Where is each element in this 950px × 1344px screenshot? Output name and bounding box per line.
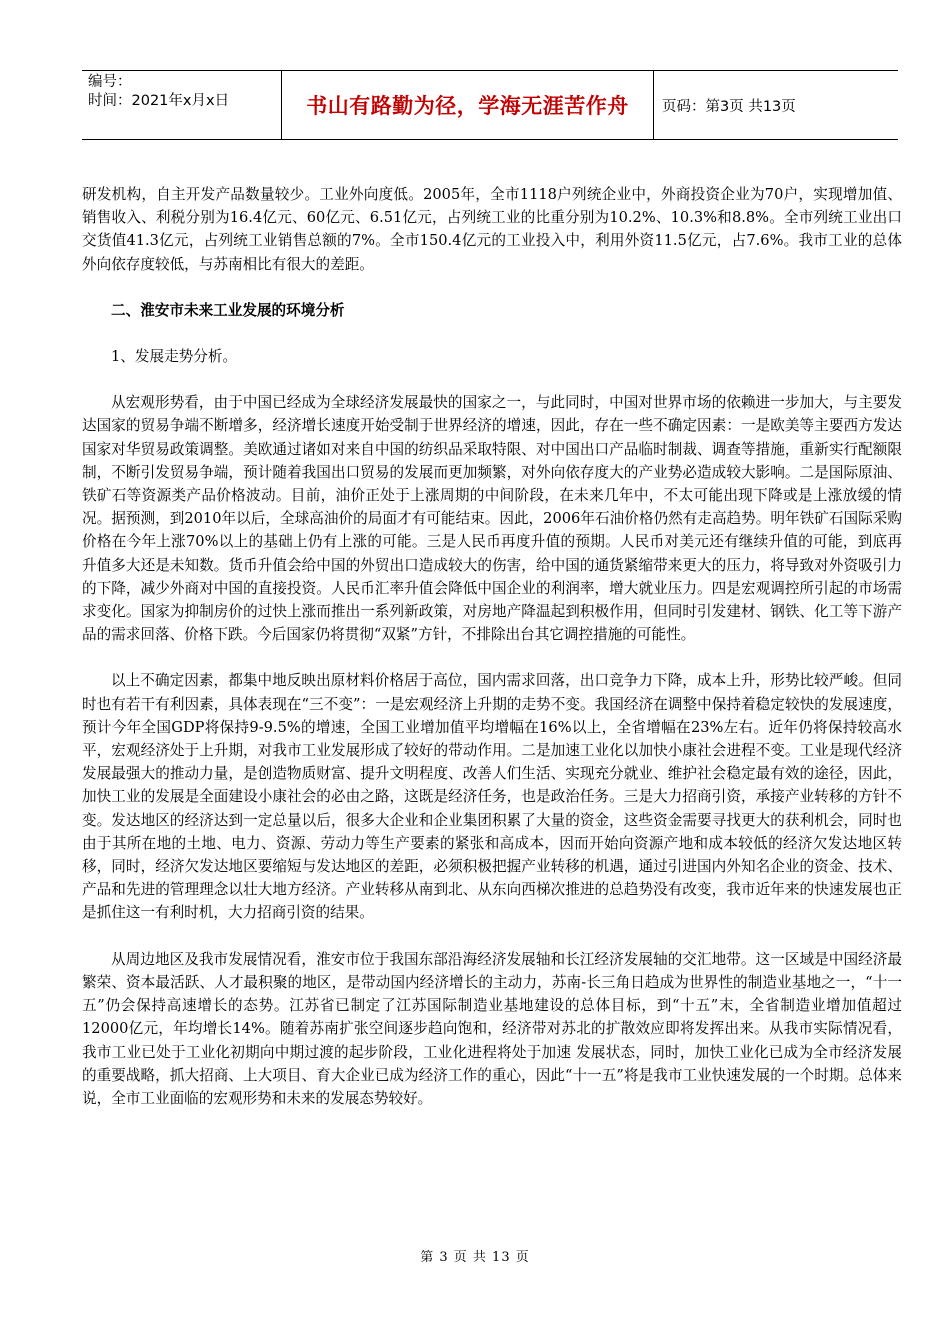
- header-motto: 书山有路勤为径，学海无涯苦作舟: [282, 71, 654, 139]
- document-body: [82, 183, 902, 1133]
- subsection-heading: 1、发展走势分析。: [111, 348, 238, 366]
- section-heading: 二、淮安市未来工业发展的环境分析: [111, 301, 345, 319]
- document-header: [82, 70, 898, 140]
- body-paragraph: 研发机构，自主开发产品数量较少。工业外向度低。2005年，全市1118户列统企业中，外商投资企业为70户，实现增加值、销售收入、利税分别为16.4亿元、60亿元、6.51亿元，占列统工业的比重分别为10.2%、10.3%和8.8%。全市列统工业出口交货值41.3亿元，占列统工业销售总额的7%。全市150.4亿元的工业投入中，利用外资11.5亿元，占7.6%。我市工业的总体外向依存度较低，与苏南相比有很大的差距。: [82, 186, 902, 273]
- body-paragraph: 从宏观形势看，由于中国已经成为全球经济发展最快的国家之一，与此同时，中国对世界市场的依赖进一步加大，与主要发达国家的贸易争端不断增多，经济增长速度开始受制于世界经济的增速，因此，存在一些不确定因素：一是欧美等主要西方发达国家对华贸易政策调整。美欧通过诸如对来自中国的纺织品采取特限、对中国出口产品临时制裁、调查等措施，重新实行配额限制，不断引发贸易争端，预计随着我国出口贸易的发展而更加频繁，对外向依存度大的产业势必造成较大影响。二是国际原油、铁矿石等资源类产品价格波动。目前，油价正处于上涨周期的中间阶段，在未来几年中，不太可能出现下降或是上涨放缓的情况。据预测，到2010年以后，全球高油价的局面才有可能结束。因此，2006年石油价格仍然有走高趋势。明年铁矿石国际采购价格在今年上涨70%以上的基础上仍有上涨的可能。三是人民币再度升值的预期。人民币对美元还有继续升值的可能，到底再升值多大还是未知数。货币升值会给中国的外贸出口造成较大的伤害，给中国的通货紧缩带来更大的压力，将导致对外资吸引力的下降，减少外商对中国的直接投资。人民币汇率升值会降低中国企业的利润率，增大就业压力。四是宏观调控所引起的市场需求变化。国家为抑制房价的过快上涨而推出一系列新政策，对房地产降温起到积极作用，但同时引发建材、钢铁、化工等下游产品的需求回落、价格下跌。今后国家仍将贯彻“双紧”方针，不排除出台其它调控措施的可能性。: [82, 394, 902, 644]
- page-footer: 第 3 页 共 13 页: [420, 1250, 530, 1265]
- header-meta-cell: [82, 71, 282, 139]
- doc-number-label: 编号：: [88, 74, 132, 90]
- date-label: 时间：2021年x月x日: [88, 93, 230, 109]
- header-page-info: 页码：第3页 共13页: [662, 98, 796, 115]
- body-paragraph: 从周边地区及我市发展情况看，淮安市位于我国东部沿海经济发展轴和长江经济发展轴的交汇地带。这一区域是中国经济最繁荣、资本最活跃、人才最积聚的地区，是带动国内经济增长的主动力，苏南-长三角日趋成为世界性的制造业基地之一，“十一五”仍会保持高速增长的态势。江苏省已制定了江苏国际制造业基地建设的总体目标，到“十五”末，全省制造业增加值超过12000亿元，年均增长14%。随着苏南扩张空间逐步趋向饱和，经济带对苏北的扩散效应即将发挥出来。从我市实际情况看，我市工业已处于工业化初期向中期过渡的起步阶段，工业化进程将处于加速 发展状态，同时，加快工业化已成为全市经济发展的重要战略，抓大招商、上大项目、育大企业已成为经济工作的重心，因此“十一五”将是我市工业快速发展的一个时期。总体来说，全市工业面临的宏观形势和未来的发展态势较好。: [82, 950, 902, 1107]
- body-paragraph: 以上不确定因素，都集中地反映出原材料价格居于高位，国内需求回落，出口竞争力下降，成本上升，形势比较严峻。但同时也有若干有利因素，具体表现在“三不变”：一是宏观经济上升期的走势不变。我国经济在调整中保持着稳定较快的发展速度，预计今年全国GDP将保持9-9.5%的增速，全国工业增加值平均增幅在16%以上，全省增幅在23%左右。近年仍将保持较高水平，宏观经济处于上升期，对我市工业发展形成了较好的带动作用。二是加速工业化以加快小康社会进程不变。工业是现代经济发展最强大的推动力量，是创造物质财富、提升文明程度、改善人们生活、实现充分就业、维护社会稳定最有效的途径，因此，加快工业的发展是全面建设小康社会的必由之路，这既是经济任务，也是政治任务。三是大力招商引资，承接产业转移的方针不变。发达地区的经济达到一定总量以后，很多大企业和企业集团积累了大量的资金，这些资金需要寻找更大的获利机会，同时也由于其所在地的土地、电力、资源、劳动力等生产要素的紧张和高成本，因而开始向资源产地和成本较低的经济欠发达地区转移，同时，经济欠发达地区要缩短与发达地区的差距，必须积极把握产业转移的机遇，通过引进国内外知名企业的资金、技术、产品和先进的管理理念以壮大地方经济。产业转移从南到北、从东向西梯次推进的总趋势没有改变，我市近年来的快速发展也正是抓住这一有利时机，大力招商引资的结果。: [82, 672, 902, 922]
